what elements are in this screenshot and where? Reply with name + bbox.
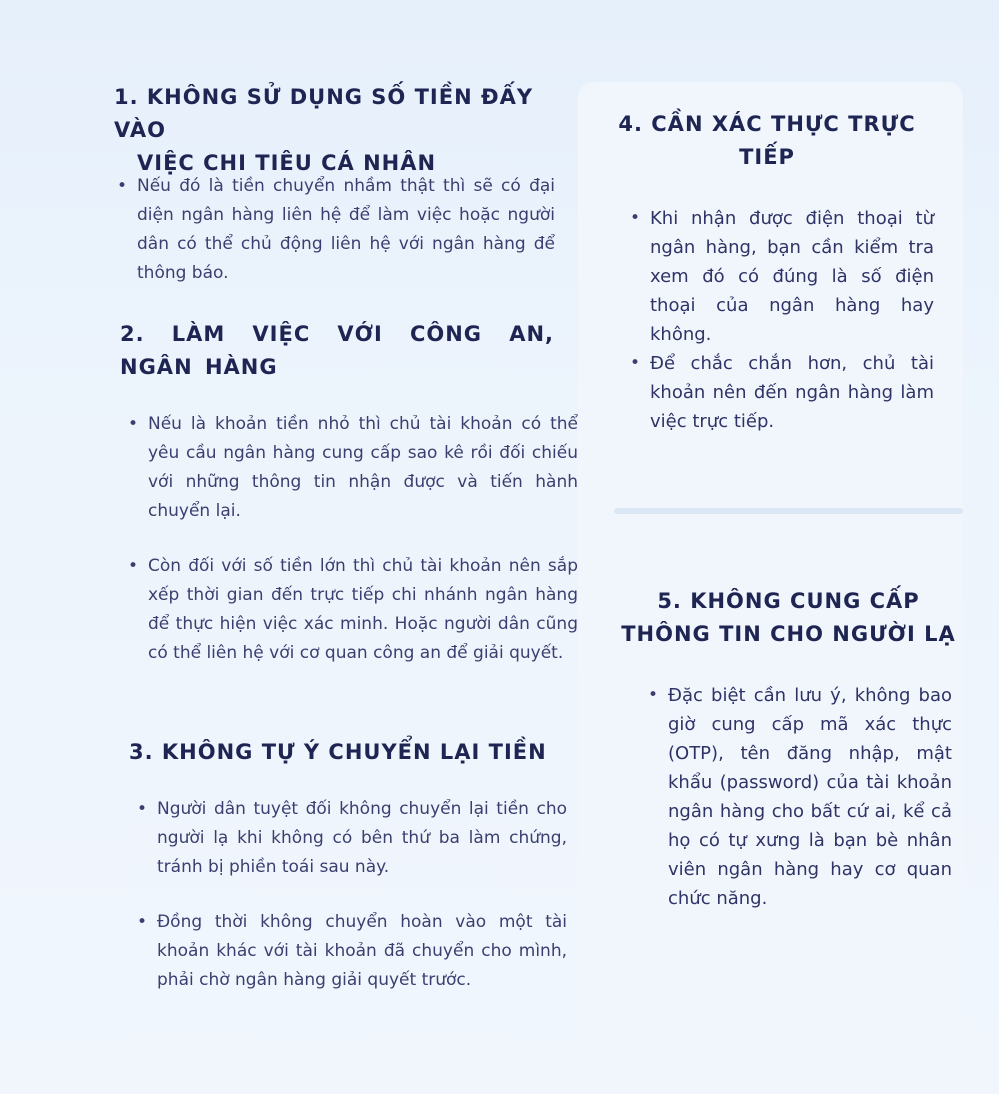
list-item-text: Khi nhận được điện thoại từ ngân hàng, bạn cần kiểm tra xem đó có đúng là số điện thoại của ngân hàng hay không.: [650, 208, 934, 345]
list-item: [648, 681, 952, 913]
section-5-heading: 5. KHÔNG CUNG CẤP THÔNG TIN CHO NGƯỜI LẠ: [621, 589, 956, 646]
section-1-heading: [114, 81, 564, 180]
bullet-icon: •: [648, 685, 659, 705]
section-1-list: [117, 172, 555, 288]
list-item: [117, 172, 555, 288]
section-1-heading-line1: 1. KHÔNG SỬ DỤNG SỐ TIỀN ĐẤY VÀO: [114, 85, 534, 142]
section-4-list: [630, 204, 934, 436]
list-item-text: Để chắc chắn hơn, chủ tài khoản nên đến ngân hàng làm việc trực tiếp.: [650, 353, 934, 432]
list-item: [630, 204, 934, 349]
list-item-text: Còn đối với số tiền lớn thì chủ tài khoản nên sắp xếp thời gian đến trực tiếp chi nhánh ngân hàng để thực hiện việc xác minh. Hoặc người dân cũng có thể liên hệ với cơ quan công an để giải quyết.: [148, 556, 578, 663]
bullet-icon: •: [137, 912, 148, 932]
section-2-heading: 2. LÀM VIỆC VỚI CÔNG AN, NGÂN HÀNG: [120, 322, 554, 379]
section-2-list: [128, 410, 578, 668]
list-item: [630, 349, 934, 436]
bullet-icon: •: [117, 176, 128, 196]
section-4-heading: 4. CẦN XÁC THỰC TRỰC TIẾP: [618, 112, 916, 169]
bullet-icon: •: [128, 414, 139, 434]
panel-divider: [614, 508, 963, 514]
section-3-list: [137, 795, 567, 995]
list-item-text: Người dân tuyệt đối không chuyển lại tiền cho người lạ khi không có bên thứ ba làm chứng, tránh bị phiền toái sau này.: [157, 799, 567, 877]
bullet-icon: •: [137, 799, 148, 819]
list-item-text: Đặc biệt cần lưu ý, không bao giờ cung cấp mã xác thực (OTP), tên đăng nhập, mật khẩu (password) của tài khoản ngân hàng cho bất cứ ai, kể cả họ có tự xưng là bạn bè nhân viên ngân hàng hay cơ quan chức năng.: [668, 685, 952, 909]
section-3-heading: 3. KHÔNG TỰ Ý CHUYỂN LẠI TIỀN: [129, 740, 547, 764]
list-item-text: Đồng thời không chuyển hoàn vào một tài khoản khác với tài khoản đã chuyển cho mình, phải chờ ngân hàng giải quyết trước.: [157, 912, 567, 990]
list-item-text: Nếu là khoản tiền nhỏ thì chủ tài khoản có thể yêu cầu ngân hàng cung cấp sao kê rồi đối chiếu với những thông tin nhận được và tiến hành chuyển lại.: [148, 414, 578, 521]
section-1-heading-line2: VIỆC CHI TIÊU CÁ NHÂN: [137, 151, 437, 175]
list-item-text: Nếu đó là tiền chuyển nhầm thật thì sẽ có đại diện ngân hàng liên hệ để làm việc hoặc người dân có thể chủ động liên hệ với ngân hàng để thông báo.: [137, 176, 555, 283]
bullet-icon: •: [630, 353, 641, 373]
section-5-list: [648, 681, 952, 913]
list-item: [137, 908, 567, 995]
bullet-icon: •: [630, 208, 641, 228]
bullet-icon: •: [128, 556, 139, 576]
list-item: [137, 795, 567, 882]
list-item: [128, 552, 578, 668]
list-item: [128, 410, 578, 526]
